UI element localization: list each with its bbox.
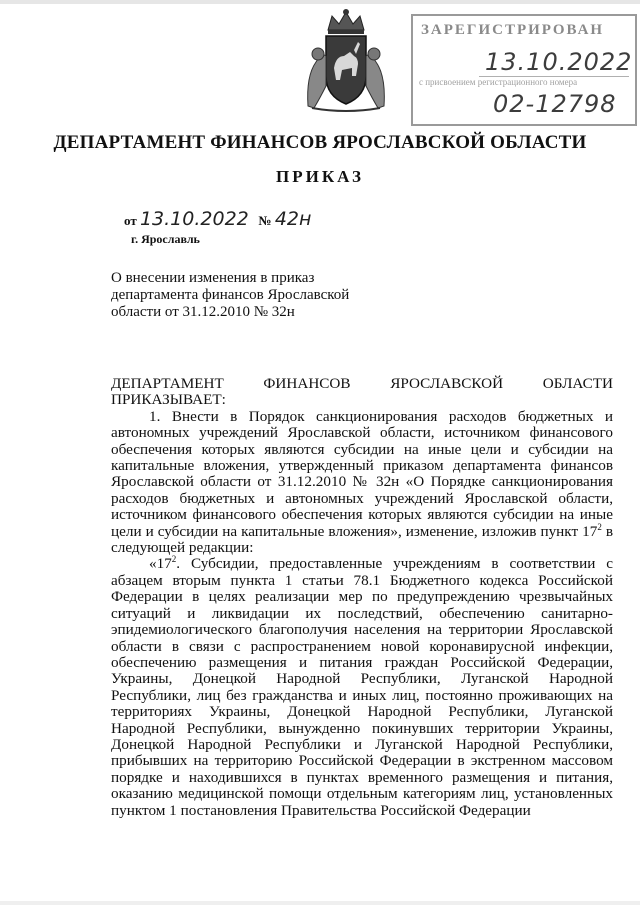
number-prefix: №	[258, 213, 272, 228]
order-city: г. Ярославль	[131, 232, 200, 246]
stamp-date: 13.10.2022	[485, 48, 633, 76]
department-title: ДЕПАРТАМЕНТ ФИНАНСОВ ЯРОСЛАВСКОЙ ОБЛАСТИ	[53, 132, 587, 153]
stamp-note: с присвоением регистрационного номера	[419, 77, 578, 87]
opening-line	[111, 376, 613, 392]
order-date: 13.10.2022	[139, 208, 249, 230]
opening-word: ОБЛАСТИ	[542, 375, 613, 392]
registration-stamp	[411, 14, 637, 126]
date-prefix: от	[124, 213, 137, 228]
item1-text: 1. Внести в Порядок санкционирования расходов бюджетных и автономных учреждений Ярославской области, источником финансового обеспечения которых являются субсидии на иные цели и субсидии на капитальные вложения, утвержденный приказом департамента финансов Ярославской области от 31.12.2010 № 32н «О Порядке санкционирования расходов бюджетных и автономных учреждений Ярославской области, источником финансового обеспечения которых являются субсидии на иные цели и субсидии на капитальные вложения», изменение, изложив пункт 17	[111, 407, 613, 540]
page-top-edge	[0, 0, 640, 4]
stamp-title: ЗАРЕГИСТРИРОВАН	[421, 22, 605, 38]
paragraph-item-1	[111, 409, 613, 557]
quote-superscript: 2	[171, 554, 177, 565]
document-body	[111, 376, 613, 819]
opening-end: ПРИКАЗЫВАЕТ:	[111, 391, 226, 409]
quote-start: «17	[149, 555, 172, 573]
opening-word: ФИНАНСОВ	[263, 375, 351, 392]
stamp-number: 02-12798	[493, 90, 617, 118]
opening-word: ДЕПАРТАМЕНТ	[111, 375, 224, 392]
order-number: 42н	[274, 208, 312, 230]
coat-of-arms-emblem	[298, 6, 394, 114]
page-bottom-edge	[0, 901, 640, 905]
document-type: ПРИКАЗ	[276, 167, 364, 186]
paragraph-quote	[111, 556, 613, 819]
item1-text-end: в следующей редакции:	[111, 522, 613, 557]
document-subject: О внесении изменения в приказ департамента финансов Ярославской области от 31.12.2010 № 32н	[111, 270, 350, 320]
opening-word: ЯРОСЛАВСКОЙ	[390, 375, 504, 392]
item1-superscript: 2	[597, 521, 602, 532]
quote-text: . Субсидии, предоставленные учреждениям в соответствии с абзацем вторым пункта 1 статьи 78.1 Бюджетного кодекса Российской Федерации в целях реализации мер по предупреждению чрезвычайных ситуаций и ликвидации их последствий, обеспечению санитарно-эпидемиологического благополучия населения на территории Ярославской области в связи с распространением новой коронавирусной инфекции, обеспечению размещения и питания граждан Российской Федерации, Украины, Донецкой Народной Республики, Луганской Народной Республики, лиц без гражданства и иных лиц, постоянно проживающих на территориях Украины, Донецкой Народной Республики, Луганской Народной Республики, вынужденно покинувших территории Украины, Донецкой Народной Республики и Луганской Народной Республики, прибывших на территорию Российской Федерации в экстренном массовом порядке и находившихся в пунктах временного размещения и питания, оказанию медицинской помощи отдельным категориям лиц, установленных пунктом 1 постановления Правительства Российской Федерации	[111, 555, 613, 819]
order-meta	[124, 208, 311, 230]
